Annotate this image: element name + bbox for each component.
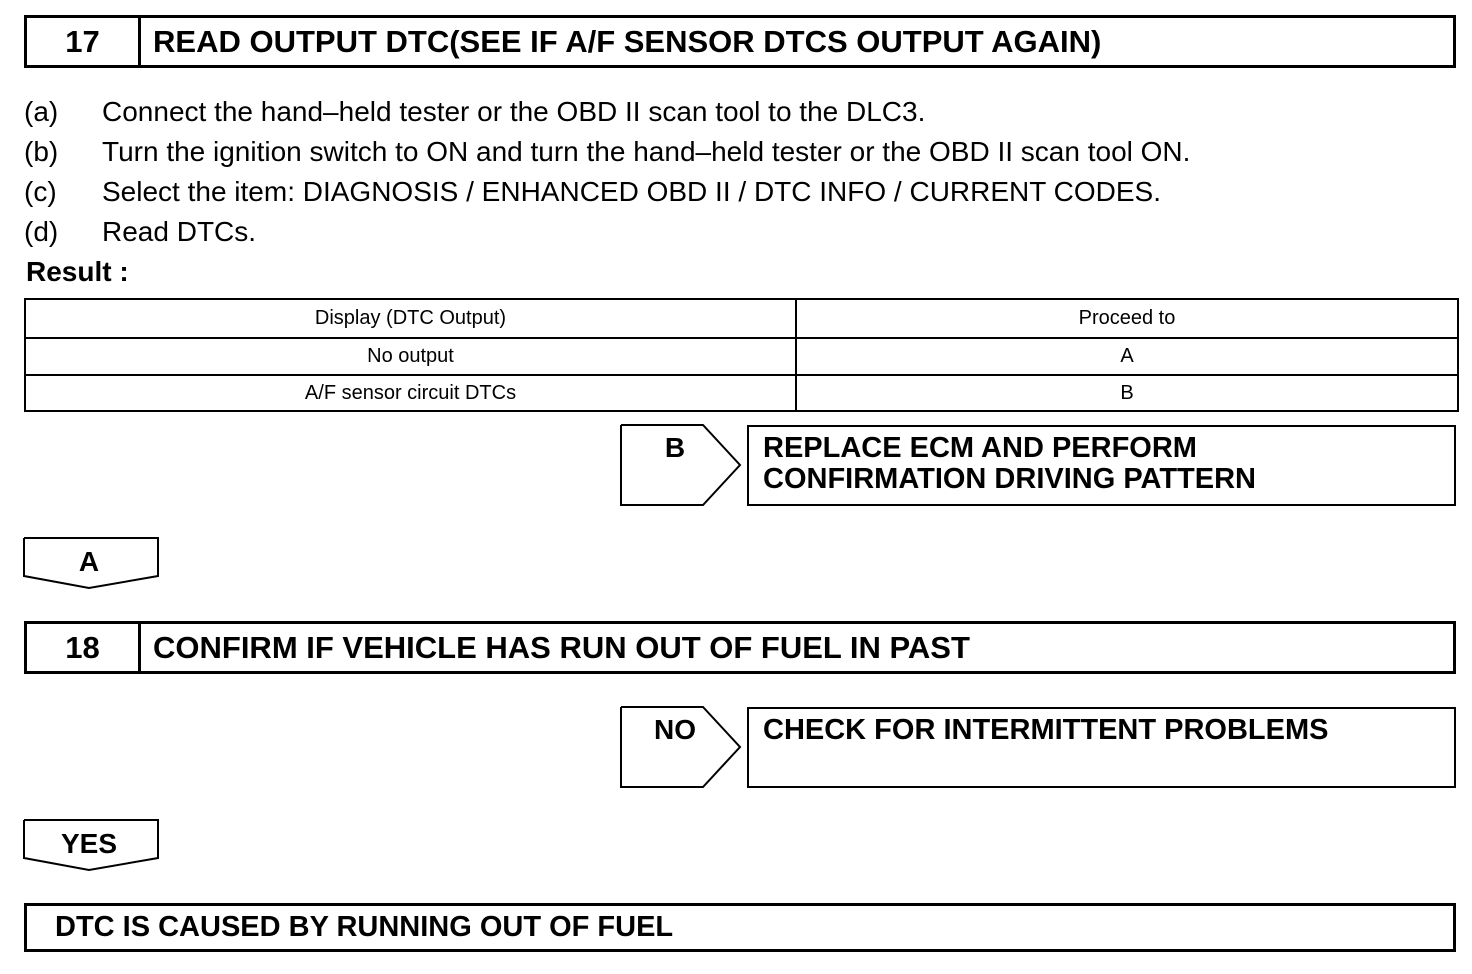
instruction-marker: (c): [24, 176, 57, 207]
branch-no-tag: NO: [654, 714, 696, 745]
column-header: Proceed to: [796, 299, 1458, 338]
step-18-header: [24, 621, 1456, 674]
final-conclusion: DTC IS CAUSED BY RUNNING OUT OF FUEL: [24, 903, 1456, 952]
instruction-marker: (a): [24, 96, 59, 127]
instruction-text: Connect the hand–held tester or the OBD II scan tool to the DLC3.: [102, 96, 926, 127]
instruction-text: Read DTCs.: [102, 216, 257, 247]
step-title: CONFIRM IF VEHICLE HAS RUN OUT OF FUEL IN PAST: [153, 629, 970, 665]
table-cell: A: [796, 338, 1458, 375]
branch-b-tag: B: [664, 432, 686, 463]
result-label: Result :: [26, 256, 129, 287]
branch-a-tag: A: [78, 546, 100, 577]
table-cell: No output: [25, 338, 796, 375]
column-header: Display (DTC Output): [25, 299, 796, 338]
branch-b-action: REPLACE ECM AND PERFORM CONFIRMATION DRIVING PATTERN: [747, 425, 1456, 506]
instruction-marker: (b): [24, 136, 59, 167]
table-cell: B: [796, 375, 1458, 411]
instruction-text: Select the item: DIAGNOSIS / ENHANCED OBD II / DTC INFO / CURRENT CODES.: [102, 176, 1161, 207]
step-number: 17: [27, 18, 141, 65]
step-number: 18: [27, 624, 141, 671]
instruction-marker: (d): [24, 216, 59, 247]
table-cell: A/F sensor circuit DTCs: [25, 375, 796, 411]
branch-no-action: CHECK FOR INTERMITTENT PROBLEMS: [747, 707, 1456, 788]
branch-yes-tag: YES: [60, 828, 118, 859]
instruction-text: Turn the ignition switch to ON and turn the hand–held tester or the OBD II scan tool ON.: [102, 136, 1191, 167]
step-title: READ OUTPUT DTC(SEE IF A/F SENSOR DTCS OUTPUT AGAIN): [153, 23, 1102, 59]
